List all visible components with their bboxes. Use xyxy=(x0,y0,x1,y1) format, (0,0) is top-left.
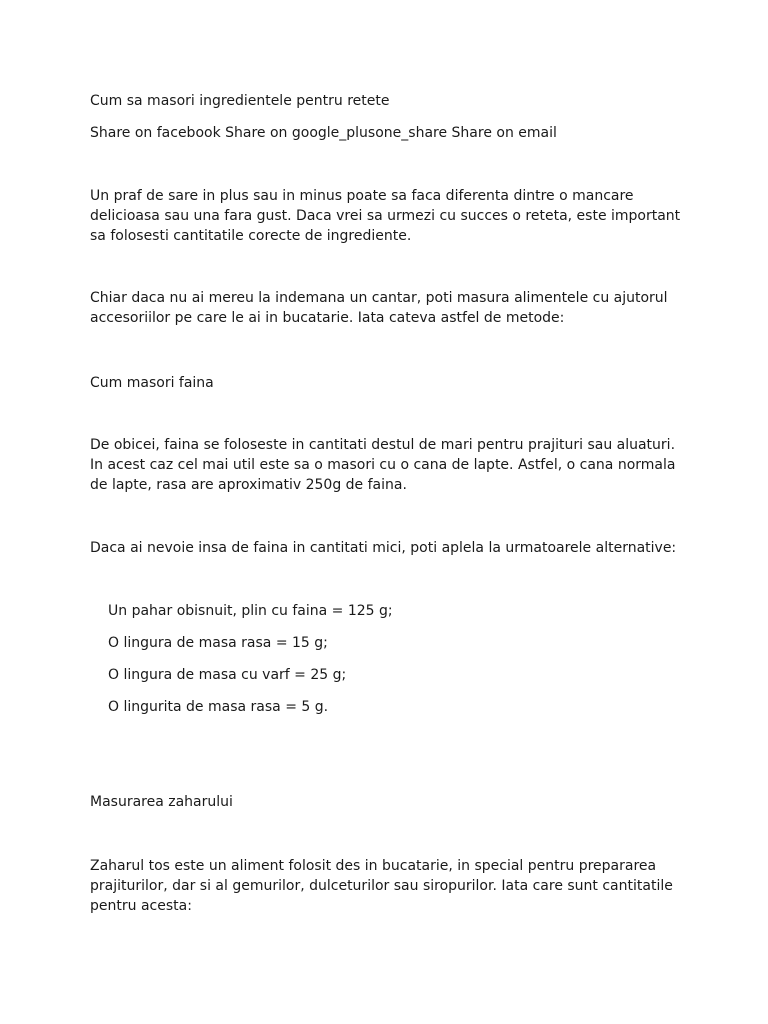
flour-paragraph: De obicei, faina se foloseste in cantitati destul de mari pentru prajituri sau aluaturi. In acest caz cel mai util este sa o masori cu o cana de lapte. Astfel, o cana normala de lapte, rasa are aproximativ 250g de faina. xyxy=(90,437,676,493)
flour-section-heading: Cum masori faina xyxy=(90,375,214,391)
document-title: Cum sa masori ingredientele pentru retete xyxy=(90,93,390,109)
measuring-methods-paragraph: Chiar daca nu ai mereu la indemana un cantar, poti masura alimentele cu ajutorul accesoriilor pe care le ai in bucatarie. Iata cateva astfel de metode: xyxy=(90,290,668,326)
list-item: O lingurita de masa rasa = 5 g. xyxy=(108,699,329,715)
sugar-paragraph: Zaharul tos este un aliment folosit des in bucatarie, in special pentru prepararea prajiturilor, dar si al gemurilor, dulceturilor sau siropurilor. Iata care sunt cantitatile pentru acesta: xyxy=(90,858,673,914)
share-links-line: Share on facebook Share on google_plusone_share Share on email xyxy=(90,125,557,141)
list-item: O lingura de masa cu varf = 25 g; xyxy=(108,667,347,683)
flour-alternatives-intro: Daca ai nevoie insa de faina in cantitati mici, poti aplela la urmatoarele alternative: xyxy=(90,540,677,556)
intro-paragraph: Un praf de sare in plus sau in minus poate sa faca diferenta dintre o mancare delicioasa sau una fara gust. Daca vrei sa urmezi cu succes o reteta, este important sa folosesti cantitatile corecte de ingrediente. xyxy=(90,188,681,244)
list-item: O lingura de masa rasa = 15 g; xyxy=(108,635,328,651)
sugar-section-heading: Masurarea zaharului xyxy=(90,794,233,810)
list-item: Un pahar obisnuit, plin cu faina = 125 g; xyxy=(108,603,393,619)
